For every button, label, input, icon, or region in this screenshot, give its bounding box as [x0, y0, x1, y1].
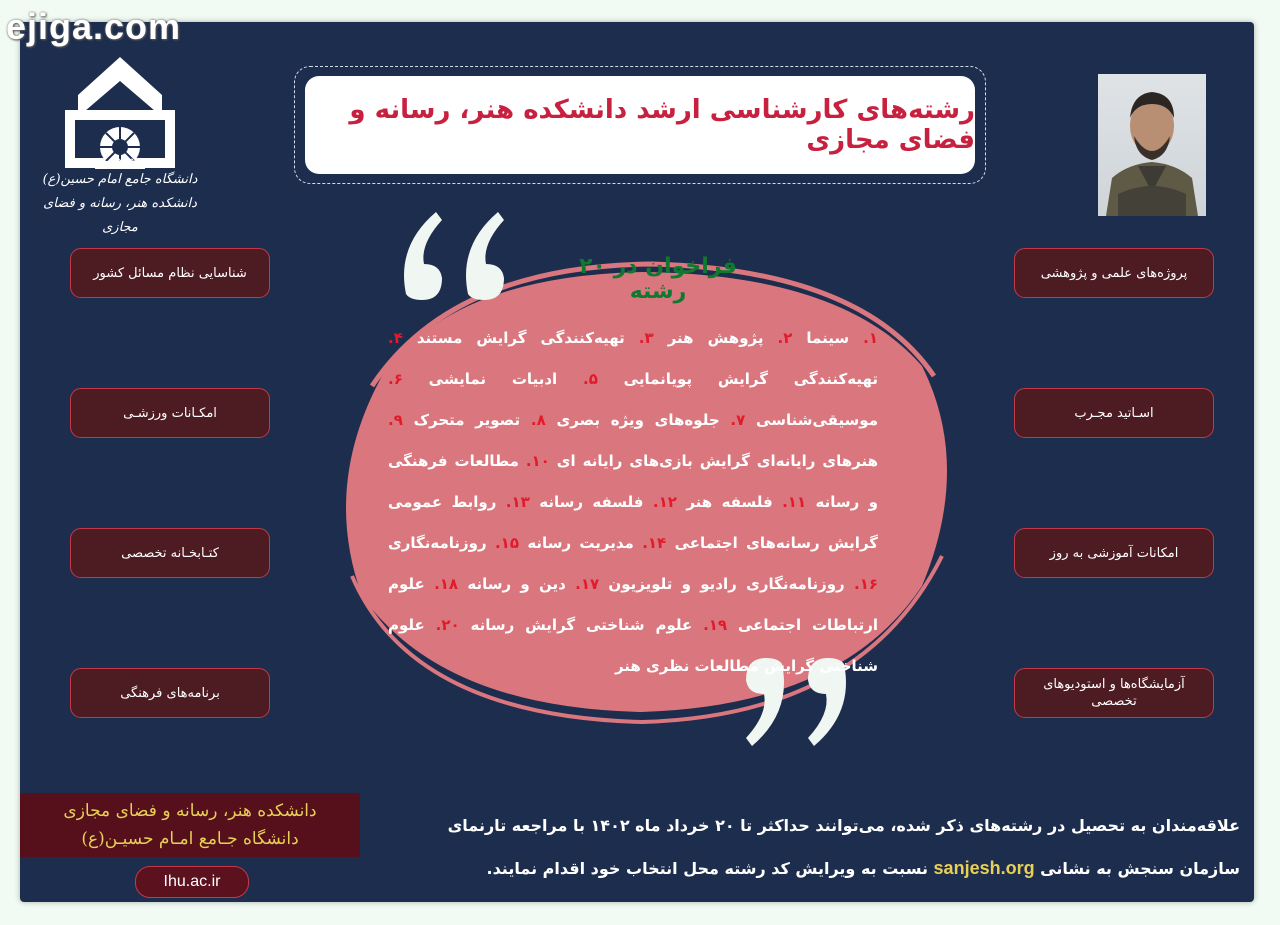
- major-item: [519, 534, 666, 552]
- footer-text-after: نسبت به ویرایش کد رشته محل انتخاب خود اقدام نمایند.: [486, 859, 934, 878]
- majors-list: [388, 318, 878, 687]
- major-title: فلسفه هنر: [676, 493, 783, 511]
- major-number: ۱۷.: [575, 575, 600, 593]
- faculty-banner-line1: دانشکده هنر، رسانه و فضای مجازی: [63, 801, 317, 821]
- major-number: ۱۱.: [782, 493, 807, 511]
- feature-pill-right-2: اسـاتید مجـرب: [1014, 388, 1214, 438]
- major-title: روزنامه‌نگاری: [388, 534, 495, 552]
- major-title: پژوهش هنر: [653, 329, 778, 347]
- call-title: فراخوان در ۲۰ رشته: [579, 254, 737, 304]
- footer-text-before: علاقه‌مندان به تحصیل در رشته‌های ذکر شده، می‌توانند حداکثر تا ۲۰ خرداد ماه ۱۴۰۲ با مراجعه تارنمای سازمان سنجش به نشانی: [447, 816, 1240, 878]
- site-watermark: ejiga.com: [6, 6, 182, 47]
- major-number: ۲.: [777, 329, 793, 347]
- website-link[interactable]: Ihu.ac.ir: [135, 866, 249, 898]
- major-title: سینما: [792, 329, 864, 347]
- major-number: ۱۴.: [642, 534, 667, 552]
- major-number: ۱۰.: [525, 452, 550, 470]
- major-title: هنرهای رایانه‌ای گرایش بازی‌های رایانه ای: [549, 452, 878, 470]
- feature-pill-right-4: آزمایشگاه‌ها و استودیوهای تخصصی: [1014, 668, 1214, 718]
- major-number: ۸.: [530, 411, 546, 429]
- major-title: مطالعات فرهنگی و رسانه: [388, 452, 878, 511]
- major-number: ۱۶.: [853, 575, 878, 593]
- major-title: تصویر متحرک: [402, 411, 531, 429]
- major-item: [403, 411, 546, 429]
- open-quote-icon: [396, 206, 520, 302]
- major-number: ۳.: [638, 329, 654, 347]
- major-number: ۹.: [388, 411, 403, 429]
- major-number: ۱۵.: [494, 534, 519, 552]
- major-item: [792, 329, 878, 347]
- major-title: علوم شناختی گرایش مطالعات نظری هنر: [388, 616, 878, 675]
- major-title: دین و رسانه: [458, 575, 576, 593]
- major-title: موسیقی‌شناسی: [745, 411, 879, 429]
- logo-year: ۱۳۶۵: [113, 157, 135, 168]
- feature-pill-left-4: برنامه‌های فرهنگی: [70, 668, 270, 718]
- major-title: علوم ارتباطات اجتماعی: [388, 575, 878, 634]
- major-number: ۷.: [730, 411, 746, 429]
- major-title: تهیه‌کنندگی گرایش مستند: [402, 329, 639, 347]
- page-title: رشته‌های کارشناسی ارشد دانشکده هنر، رسانه و فضای مجازی: [349, 95, 975, 155]
- major-item: [403, 329, 654, 347]
- faculty-banner: [20, 793, 360, 857]
- major-item: [458, 575, 599, 593]
- footer-notice: [390, 805, 1240, 890]
- feature-pill-right-3: امکانات آموزشی به روز: [1014, 528, 1214, 578]
- major-number: ۲۰.: [435, 616, 460, 634]
- major-title: فلسفه رسانه: [529, 493, 653, 511]
- major-title: مدیریت رسانه: [518, 534, 643, 552]
- major-item: [403, 370, 598, 388]
- feature-pill-left-3: کتـابخـانه تخصصی: [70, 528, 270, 578]
- major-number: ۶.: [388, 370, 403, 388]
- logo-text: [30, 168, 210, 240]
- major-item: [654, 329, 793, 347]
- major-number: ۱.: [863, 329, 878, 347]
- major-item: [530, 493, 677, 511]
- major-item: [677, 493, 806, 511]
- major-number: ۱۲.: [652, 493, 677, 511]
- major-item: [460, 616, 727, 634]
- major-number: ۵.: [582, 370, 598, 388]
- logo-faculty-name: دانشکده هنر، رسانه و فضای مجازی: [43, 196, 197, 235]
- major-title: علوم شناختی گرایش رسانه: [459, 616, 704, 634]
- major-title: روزنامه‌نگاری رادیو و تلویزیون: [599, 575, 854, 593]
- major-item: [388, 534, 519, 552]
- major-title: ادبیات نمایشی: [402, 370, 583, 388]
- major-title: روابط عمومی گرایش رسانه‌های اجتماعی: [388, 493, 878, 552]
- major-title: جلوه‌های ویژه بصری: [545, 411, 731, 429]
- major-title: تهیه‌کنندگی گرایش پویانمایی: [597, 370, 879, 388]
- faculty-banner-line2: دانشگاه جـامع امـام حسیـن(ع): [81, 829, 299, 849]
- sanjesh-link[interactable]: sanjesh.org: [933, 858, 1035, 878]
- feature-pill-right-1: پروژه‌های علمی و پژوهشی: [1014, 248, 1214, 298]
- major-item: [546, 411, 746, 429]
- major-item: [599, 575, 878, 593]
- major-number: ۱۸.: [434, 575, 459, 593]
- feature-pill-left-1: شناسایی نظام مسائل کشور: [70, 248, 270, 298]
- major-number: ۱۹.: [703, 616, 728, 634]
- portrait-illustration: [1098, 74, 1206, 216]
- logo-university-name: دانشگاه جامع امام حسین(ع): [42, 172, 198, 187]
- major-number: ۴.: [388, 329, 403, 347]
- portrait-photo: [1098, 74, 1206, 216]
- title-box: [305, 76, 975, 174]
- major-number: ۱۳.: [505, 493, 530, 511]
- feature-pill-left-2: امکـانات ورزشـی: [70, 388, 270, 438]
